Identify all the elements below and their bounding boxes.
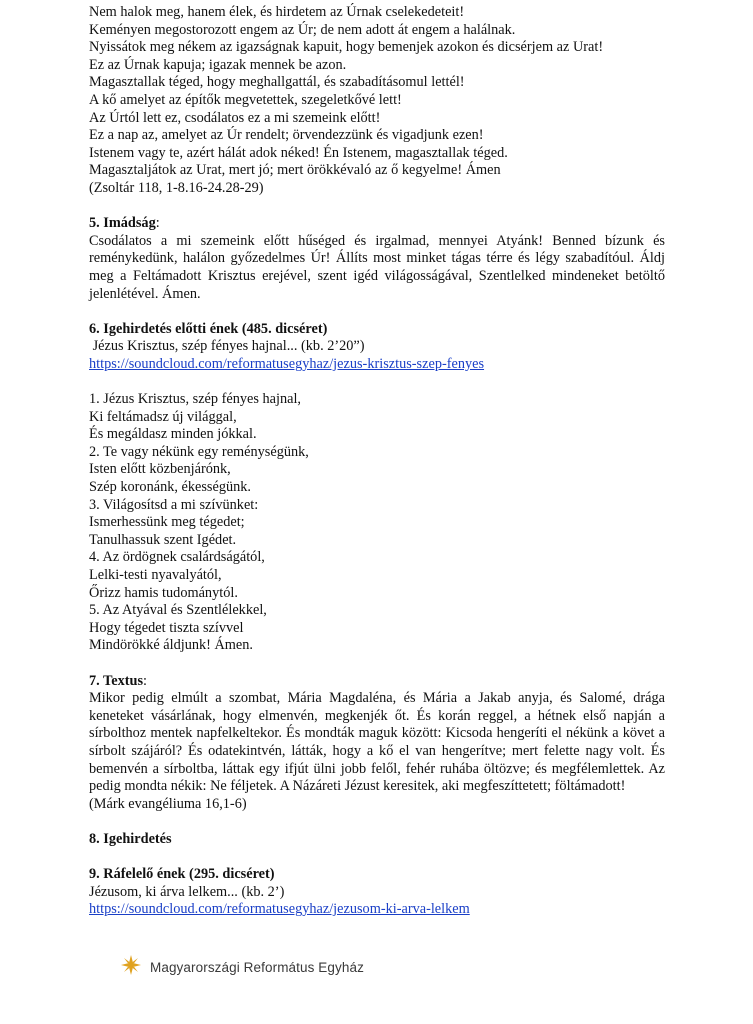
psalm-line: Az Úrtól lett ez, csodálatos ez a mi szemeink előtt! xyxy=(89,109,381,126)
hymn-verse-line: 3. Világosítsd a mi szívünket: xyxy=(89,496,259,513)
prayer-heading: 5. Imádság xyxy=(89,215,156,232)
psalm-line: Nem halok meg, hanem élek, és hirdetem az Úrnak cselekedeteit! xyxy=(89,4,465,20)
hymn-before-section xyxy=(89,321,665,374)
textus-section xyxy=(89,673,665,814)
footer-logo xyxy=(120,954,364,982)
spacer xyxy=(89,198,665,216)
hymn-verse-line: 2. Te vagy nékünk egy reménységünk, xyxy=(89,443,309,460)
psalm-line: Keményen megostorozott engem az Úr; de nem adott át engem a halálnak. xyxy=(89,21,516,38)
prayer-heading-line xyxy=(89,215,665,233)
hymn-before-heading: 6. Igehirdetés előtti ének (485. dicséret) xyxy=(89,320,328,337)
hymn-after-section xyxy=(89,866,665,919)
hymn-before-subtitle: Jézus Krisztus, szép fényes hajnal... (kb. 2’20”) xyxy=(89,338,365,355)
spacer xyxy=(89,303,665,321)
hymn-after-subtitle: Jézusom, ki árva lelkem... (kb. 2’) xyxy=(89,883,285,900)
hymn-after-heading: 9. Ráfelelő ének (295. dicséret) xyxy=(89,866,275,883)
footer-org-name: Magyarországi Református Egyház xyxy=(150,960,364,975)
hymn-verse-line: Tanulhassuk szent Igédet. xyxy=(89,531,237,548)
spacer xyxy=(89,373,665,391)
textus-heading: 7. Textus xyxy=(89,672,144,689)
hymn-before-link[interactable]: https://soundcloud.com/reformatusegyhaz/jezus-krisztus-szep-fenyes xyxy=(89,355,485,372)
hymn-verse-line: Mindörökké áldjunk! Ámen. xyxy=(89,637,253,654)
hymn-verse-line: És megáldasz minden jókkal. xyxy=(89,426,257,443)
textus-heading-colon: : xyxy=(143,672,148,689)
psalm-line: Ez a nap az, amelyet az Úr rendelt; örvendezzünk és vigadjunk ezen! xyxy=(89,127,484,144)
hymn-verse-line: 5. Az Atyával és Szentlélekkel, xyxy=(89,602,267,619)
hymn-verse-line: 1. Jézus Krisztus, szép fényes hajnal, xyxy=(89,391,302,408)
psalm-reference: (Zsoltár 118, 1-8.16-24.28-29) xyxy=(89,179,264,196)
psalm-line: A kő amelyet az építők megvetettek, szegeletkővé lett! xyxy=(89,91,402,108)
hymn-verses xyxy=(89,391,665,655)
hymn-verse-line: Ismerhessünk meg tégedet; xyxy=(89,514,245,531)
prayer-text: Csodálatos a mi szemeink előtt hűséged és irgalmad, mennyei Atyánk! Benned bízunk és reménykedünk, halálon győzedelmes Úr! Állíts most minket tágas térre és légy szabadítóul. Áldj meg a Feltámadott Krisztus erejével, szent igéd világosságával, Szentlelked mindeneket betöltő jelenlétével. Ámen. xyxy=(89,232,665,302)
hymn-verse-line: 4. Az ördögnek csalárdságától, xyxy=(89,549,265,566)
textus-text: Mikor pedig elmúlt a szombat, Mária Magdaléna, és Mária a Jakab anyja, és Salomé, drága keneteket vásárlának, hogy elmenvén, megkenjék őt. És korán reggel, a hétnek első napján a sírbolthoz mentek napfelkeltekor. És mondták maguk között: Kicsoda hengeríti el nékünk a követ a sírbolt szájáról? És odatekintvén, látták, hogy a kő el van hengerítve; mert felette nagy volt. És bemenvén a sírboltba, láttak egy ifjút ülni jobb felől, fehér ruhába öltözve; és megfélemlettek. Az pedig mondta nékik: Ne féljetek. A Názáreti Jézust keresitek, aki megfeszíttetett; föltámadott! xyxy=(89,690,665,795)
hymn-verse-line: Isten előtt közbenjárónk, xyxy=(89,461,231,478)
hymn-verse-line: Ki feltámadsz új világgal, xyxy=(89,408,237,425)
document-page xyxy=(89,4,665,919)
sermon-heading: 8. Igehirdetés xyxy=(89,830,172,847)
psalm-line: Ez az Úrnak kapuja; igazak mennek be azon. xyxy=(89,56,347,73)
spacer xyxy=(89,813,665,831)
hymn-verse-line: Hogy tégedet tiszta szívvel xyxy=(89,619,244,636)
hymn-verse-line: Őrizz hamis tudománytól. xyxy=(89,584,238,601)
psalm-line: Magasztaljátok az Urat, mert jó; mert örökkévaló az ő kegyelme! Ámen xyxy=(89,162,501,179)
sun-star-icon xyxy=(120,954,142,982)
prayer-section xyxy=(89,215,665,303)
hymn-verse-line: Lelki-testi nyavalyától, xyxy=(89,567,222,583)
psalm-line: Istenem vagy te, azért hálát adok néked! Én Istenem, magasztallak téged. xyxy=(89,144,508,161)
textus-reference: (Márk evangéliuma 16,1-6) xyxy=(89,795,247,812)
textus-heading-line xyxy=(89,673,665,691)
psalm-section xyxy=(89,4,665,198)
psalm-line: Magasztallak téged, hogy meghallgattál, és szabadításomul lettél! xyxy=(89,74,465,91)
prayer-heading-colon: : xyxy=(155,215,160,232)
psalm-line: Nyissátok meg nékem az igazságnak kapuit, hogy bemenjek azokon és dicsérjem az Urat! xyxy=(89,39,604,56)
spacer xyxy=(89,655,665,673)
sermon-section xyxy=(89,831,665,849)
hymn-after-link[interactable]: https://soundcloud.com/reformatusegyhaz/jezusom-ki-arva-lelkem xyxy=(89,901,470,918)
spacer xyxy=(89,849,665,867)
hymn-verse-line: Szép koronánk, ékességünk. xyxy=(89,479,251,496)
